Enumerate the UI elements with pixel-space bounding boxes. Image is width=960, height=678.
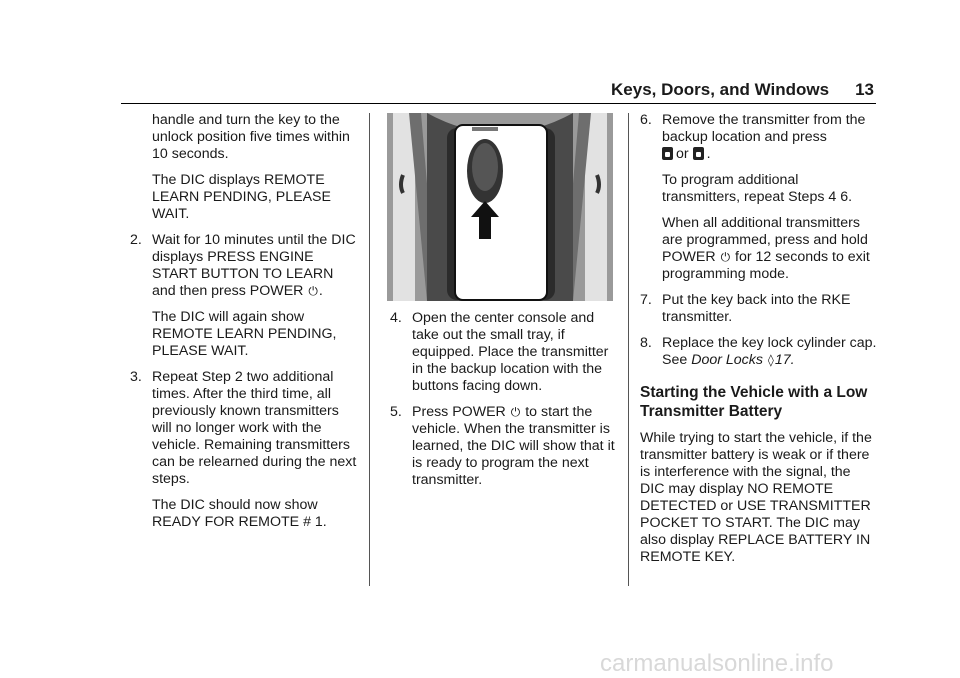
low-battery-paragraph: While trying to start the vehicle, if the transmitter battery is weak or if there is interference with the signal, the DIC may display NO REMOTE DETECTED or USE TRANSMITTER POCKET TO START. The DIC may also display REPLACE BATTERY IN REMOTE KEY. [640,430,872,565]
middle-column [390,310,618,498]
step-text: Wait for 10 minutes until the DIC displays PRESS ENGINE START BUTTON TO LEARN and then press POWER [152,232,356,299]
section-title: Keys, Doors, and Windows [611,80,830,99]
step-number: 6. [640,112,652,128]
header-rule [121,103,876,104]
step-5 [390,404,618,489]
column-divider-right [628,113,629,586]
step-text: Press POWER [412,404,506,420]
power-icon: ⏻ [720,250,731,264]
program-additional-note: To program additional transmitters, repeat Steps 4 6. [662,172,853,205]
step1-continued: handle and turn the key to the unlock position five times within 10 seconds. [152,112,350,162]
step-2 [130,232,360,300]
step-text: Open the center console and take out the small tray, if equipped. Place the transmitter in the backup location with the buttons facing down. [412,310,609,394]
note-text: When all additional transmitters are programmed, press and hold POWER [662,215,868,265]
note-text-end: for 12 seconds to exit programming mode. [662,249,870,282]
step-7 [640,292,878,326]
step-text-end: . [706,146,711,162]
lock-icon [693,147,704,160]
page-reference-arrow-icon: ◊ [767,353,774,367]
exit-programming-note [640,215,878,283]
step-number: 7. [640,292,652,308]
step-3 [130,369,360,488]
step-text-end: . [318,283,323,299]
step-6 [640,112,878,163]
power-icon: ⏻ [510,405,521,419]
step-text: Repeat Step 2 two additional times. After the third time, all previously known transmitters will no longer work with the vehicle. Remaining transmitters can be relearned during the next steps. [152,369,357,487]
door-locks-reference[interactable]: Door Locks [691,352,763,368]
console-transmitter-pocket-figure [387,113,613,301]
watermark: carmanualsonline.info [600,650,834,677]
power-icon: ⏻ [308,284,318,298]
console-illustration [387,113,613,301]
reference-page: 17. [774,352,795,368]
unlock-icon [662,147,673,160]
or-text: or [676,146,689,162]
step-number: 8. [640,335,652,351]
step-text-end: to start the vehicle. When the transmitter is learned, the DIC will show that it is ready to program the next transmitter. [412,404,615,488]
step-8 [640,335,878,369]
section-heading: Starting the Vehicle with a Low Transmitter Battery [640,384,868,420]
page-number: 13 [855,80,874,99]
dic-message-2: The DIC will again show REMOTE LEARN PENDING, PLEASE WAIT. [152,309,337,359]
step-number: 4. [390,310,402,326]
step-text: Replace the key lock cylinder cap. See [662,335,877,368]
step-text: Put the key back into the RKE transmitter. [662,292,851,325]
right-column [640,112,878,575]
column-divider-left [369,113,370,586]
step-number: 2. [130,232,142,248]
step-number: 5. [390,404,402,420]
page-header [600,80,874,104]
step-4 [390,310,618,395]
left-column [130,112,360,540]
dic-message-3: The DIC should now show READY FOR REMOTE # 1. [152,497,327,530]
dic-message-1: The DIC displays REMOTE LEARN PENDING, PLEASE WAIT. [152,172,331,222]
step-text: Remove the transmitter from the backup location and press [662,112,866,145]
step-number: 3. [130,369,142,385]
